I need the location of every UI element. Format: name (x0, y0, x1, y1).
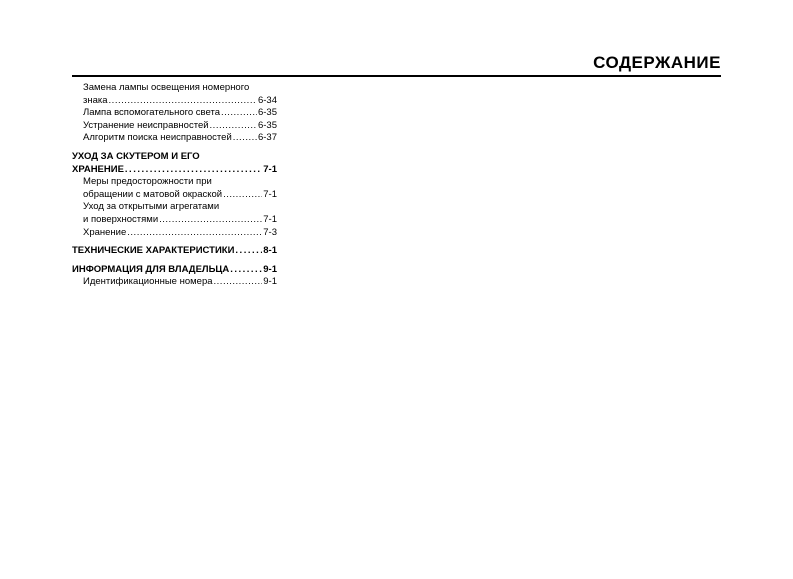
toc-entry-troubleshooting-chart[interactable] (72, 132, 277, 145)
toc-page-number: 7-1 (263, 163, 277, 175)
toc-entry-matte-paint[interactable] (72, 176, 277, 201)
toc-section-specifications[interactable] (72, 245, 277, 258)
toc-entry-text: знака (83, 94, 108, 106)
toc-entry-text: Меры предосторожности при (83, 176, 212, 188)
toc-entry-text: Хранение (83, 226, 127, 238)
toc-page-number: 8-1 (263, 245, 277, 257)
toc-entry-text: Замена лампы освещения номерного (83, 82, 250, 93)
toc-entry-text: Лампа вспомогательного света (83, 107, 220, 119)
toc-entry-troubleshooting[interactable] (72, 120, 277, 133)
toc-section-text: ХРАНЕНИЕ (72, 163, 124, 175)
toc-section-owner-info[interactable] (72, 264, 277, 277)
toc-entry-text: обращении с матовой окраской (83, 188, 223, 200)
toc-page-number: 7-1 (263, 213, 277, 225)
table-of-contents (72, 82, 277, 289)
dot-leader (221, 107, 257, 120)
toc-entry-storage[interactable] (72, 227, 277, 240)
dot-leader (127, 227, 262, 240)
dot-leader (210, 120, 257, 133)
toc-section-text: ИНФОРМАЦИЯ ДЛЯ ВЛАДЕЛЬЦА (72, 263, 230, 275)
toc-page-number: 6-35 (257, 107, 277, 119)
toc-entry-exposed-parts[interactable] (72, 201, 277, 226)
toc-entry-text: и поверхностями (83, 213, 159, 225)
toc-entry-text: Идентификационные номера (83, 276, 213, 288)
toc-entry-license-lamp[interactable] (72, 82, 277, 107)
toc-page-number: 6-34 (257, 94, 277, 106)
page-title: СОДЕРЖАНИЕ (593, 53, 721, 72)
toc-entry-text: Уход за открытыми агрегатами (83, 201, 220, 213)
toc-section-care-storage[interactable] (72, 151, 277, 176)
dot-leader (223, 189, 262, 202)
dot-leader (233, 132, 257, 145)
toc-page-number: 7-3 (263, 226, 277, 238)
toc-section-text: ТЕХНИЧЕСКИЕ ХАРАКТЕРИСТИКИ (72, 245, 235, 257)
toc-page-number: 7-1 (263, 188, 277, 200)
toc-section-text: УХОД ЗА СКУТЕРОМ И ЕГО (72, 150, 200, 162)
toc-entry-identification-numbers[interactable] (72, 276, 277, 289)
dot-leader (125, 164, 262, 177)
toc-page-number: 9-1 (263, 263, 277, 275)
toc-entry-text: Устранение неисправностей (83, 119, 209, 131)
dot-leader (230, 264, 262, 277)
dot-leader (159, 214, 262, 227)
dot-leader (235, 245, 262, 258)
dot-leader (214, 276, 263, 289)
dot-leader (109, 95, 257, 108)
toc-page-number: 9-1 (263, 276, 277, 288)
toc-entry-text: Алгоритм поиска неисправностей (83, 132, 232, 144)
toc-page-number: 6-35 (257, 119, 277, 131)
header-rule (72, 75, 721, 77)
toc-entry-aux-light[interactable] (72, 107, 277, 120)
toc-page-number: 6-37 (257, 132, 277, 144)
